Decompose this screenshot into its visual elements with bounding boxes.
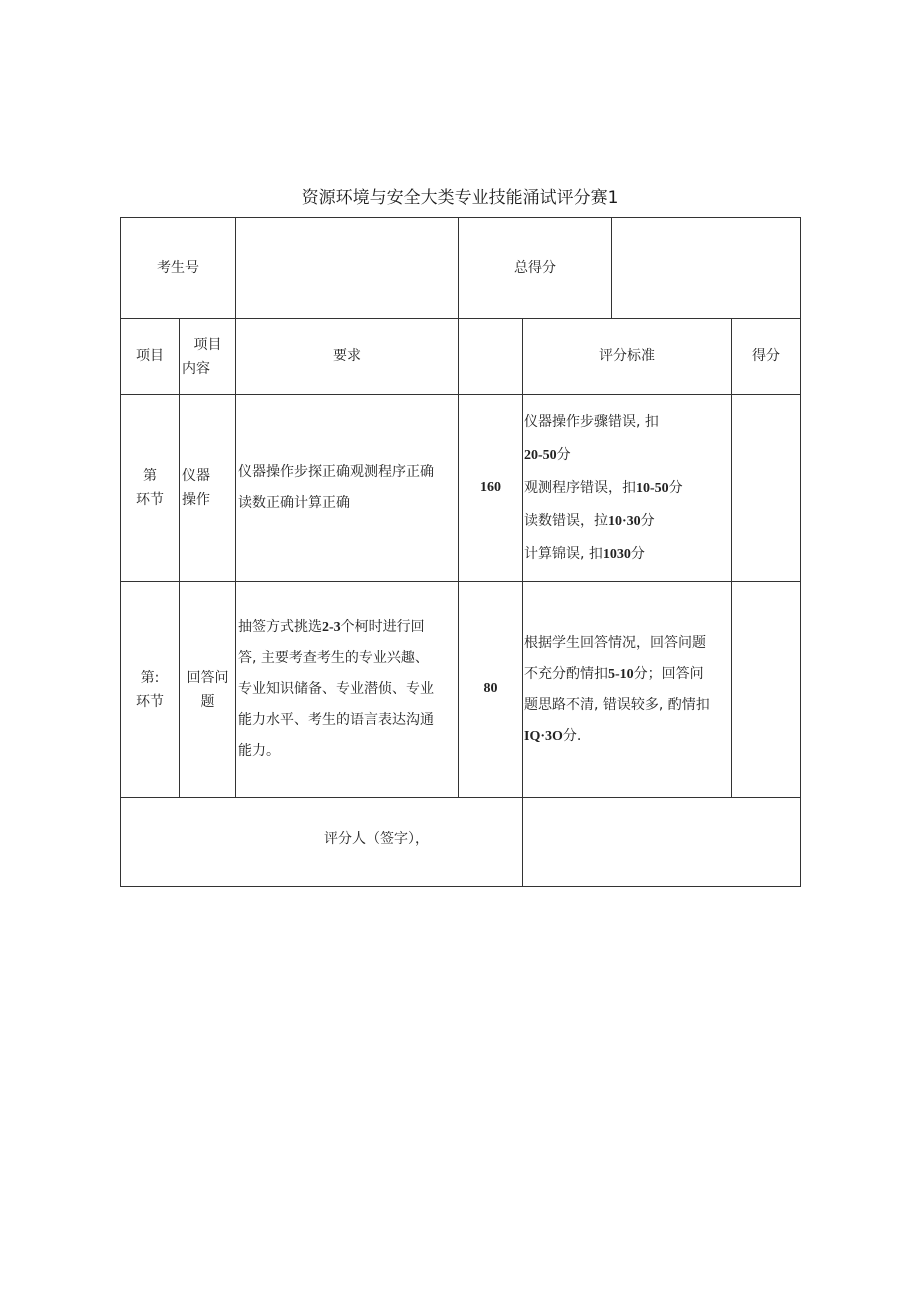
- row1-requirement: [236, 395, 459, 582]
- col-standard: 评分标准: [523, 319, 732, 395]
- row1-content-line2: 操作: [182, 492, 210, 508]
- col-points: [459, 319, 523, 395]
- row1-standard-line: 读数错误，拉10·30分: [524, 512, 655, 529]
- column-header-row: [121, 319, 801, 395]
- table-row: [121, 582, 801, 798]
- row1-standard-line: 观测程序错误，扣10-50分: [524, 479, 683, 496]
- scoring-table: [120, 217, 801, 887]
- row2-requirement-line: 能力水平、考生的语言表达沟通: [238, 712, 434, 728]
- col-score: 得分: [732, 319, 801, 395]
- row2-requirement-line: 能力。: [238, 743, 280, 759]
- row1-standard-line: 计算锦误, 扣1030分: [524, 545, 645, 562]
- total-score-label: 总得分: [459, 218, 612, 319]
- row1-item-line2: 环节: [136, 492, 164, 508]
- table-row: [121, 395, 801, 582]
- row2-requirement-line: 答, 主要考查考生的专业兴趣、: [238, 650, 429, 666]
- row1-content: [180, 395, 236, 582]
- col-item: 项目: [121, 319, 180, 395]
- row1-requirement-line1: 仪器操作步探正确观测程序正确: [238, 464, 434, 480]
- row2-points: 80: [459, 582, 523, 798]
- row1-content-line1: 仪器: [182, 468, 210, 484]
- col-content-line1: 项目: [193, 336, 222, 353]
- row2-requirement-line: 抽签方式挑选2-3个柯时进行回: [238, 619, 425, 635]
- row2-standard: [523, 582, 732, 798]
- row2-requirement: [236, 582, 459, 798]
- row2-requirement-line: 专业知识储备、专业潜侦、专业: [238, 681, 434, 697]
- row1-points: 160: [459, 395, 523, 582]
- row1-standard-line: 20-50分: [524, 446, 571, 463]
- row2-standard-line: 根据学生回答情况，回答问题: [524, 634, 706, 651]
- document-title: 资源环境与安全大类专业技能涌试评分赛1: [301, 188, 619, 208]
- header-row: [121, 218, 801, 319]
- row1-standard-line: 仪器操作步骤错误, 扣: [524, 413, 659, 430]
- row2-standard-line: 题思路不清, 错误较多, 酌情扣: [524, 696, 710, 713]
- row2-content-line1: 回答问: [186, 669, 229, 686]
- signer-label: 评分人（签字），: [121, 798, 523, 887]
- footer-row: [121, 798, 801, 887]
- signer-field[interactable]: [523, 798, 801, 887]
- row2-standard-line: IQ·3O分.: [524, 727, 582, 744]
- col-requirement: 要求: [236, 319, 459, 395]
- col-content-line2: 内容: [182, 360, 210, 377]
- row2-score-field[interactable]: [732, 582, 801, 798]
- row2-item-line2: 环节: [136, 693, 164, 710]
- row1-standard: [523, 395, 732, 582]
- row2-standard-line: 不充分酌情扣5-10分；回答问: [524, 665, 704, 682]
- total-score-field[interactable]: [612, 218, 801, 319]
- row2-content: [180, 582, 236, 798]
- exam-number-field[interactable]: [236, 218, 459, 319]
- row2-item: [121, 582, 180, 798]
- row1-score-field[interactable]: [732, 395, 801, 582]
- exam-number-label: 考生号: [121, 218, 236, 319]
- row1-requirement-line2: 读数正确计算正确: [238, 495, 350, 511]
- row2-content-line2: 题: [200, 693, 215, 710]
- row2-item-line1: 第:: [140, 669, 160, 686]
- row1-item-line1: 第: [143, 468, 157, 484]
- row1-item: [121, 395, 180, 582]
- col-content: [180, 319, 236, 395]
